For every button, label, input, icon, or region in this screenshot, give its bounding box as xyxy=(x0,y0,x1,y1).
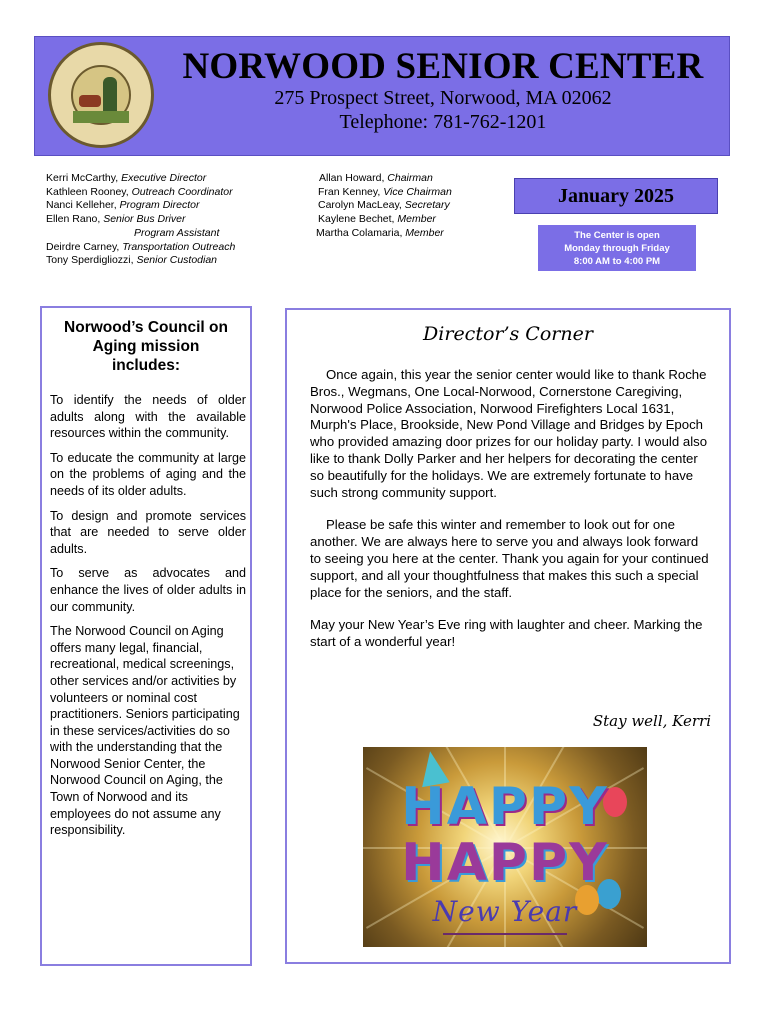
hours-line: Monday through Friday xyxy=(564,243,670,254)
mission-paragraph: To identify the needs of older adults along with the available resources within the community. xyxy=(50,393,246,441)
staff-row xyxy=(46,227,235,241)
staff-name: Nanci Kelleher, xyxy=(46,199,120,212)
board-row xyxy=(316,172,452,186)
directors-corner-title: Director’s Corner xyxy=(423,323,593,345)
happy-text: HAPPY xyxy=(401,777,609,837)
mission-text xyxy=(50,392,246,847)
flourish-divider xyxy=(443,933,567,935)
town-seal-icon xyxy=(48,42,154,148)
hours-line: 8:00 AM to 4:00 PM xyxy=(573,256,661,267)
center-address: 275 Prospect Street, Norwood, MA 02062 xyxy=(274,87,612,109)
masthead xyxy=(34,36,730,156)
hours-line: The Center is open xyxy=(574,230,660,241)
board-list xyxy=(316,172,452,241)
board-role: Member xyxy=(397,213,436,226)
staff-row xyxy=(46,199,235,213)
board-row xyxy=(316,186,452,200)
board-role: Vice Chairman xyxy=(383,185,452,198)
staff-role: Program Assistant xyxy=(134,226,220,239)
staff-role: Outreach Coordinator xyxy=(131,185,233,198)
center-name: NORWOOD SENIOR CENTER xyxy=(182,46,704,87)
hours-box xyxy=(538,225,696,271)
board-row xyxy=(316,213,452,227)
board-name: Carolyn MacLeay, xyxy=(318,199,405,212)
staff-row xyxy=(46,186,235,200)
seal-figure-icon xyxy=(103,77,117,113)
staff-row xyxy=(46,241,235,255)
staff-role: Transportation Outreach xyxy=(122,240,236,253)
issue-month: January 2025 xyxy=(514,178,718,214)
center-telephone: Telephone: 781-762-1201 xyxy=(339,111,547,133)
mission-box xyxy=(40,306,252,966)
staff-name: Kathleen Rooney, xyxy=(46,185,132,198)
seal-ground xyxy=(73,111,129,123)
staff-name: Tony Sperdigliozzi, xyxy=(46,254,137,267)
staff-name: Deirdre Carney, xyxy=(46,240,123,253)
staff-name: Kerri McCarthy, xyxy=(46,172,122,184)
mission-paragraph: To serve as advocates and enhance the lives of older adults in our community. xyxy=(50,566,246,614)
staff-role: Senior Custodian xyxy=(136,254,218,267)
staff-role: Executive Director xyxy=(121,172,207,184)
mission-paragraph: To design and promote services that are needed to serve older adults. xyxy=(50,508,246,556)
board-name: Fran Kenney, xyxy=(318,185,384,198)
directors-corner-text xyxy=(310,367,710,667)
mission-paragraph: The Norwood Council on Aging offers many legal, financial, recreational, medical screenings, other services and/or activities by volunteers or nominal cost practitioners. Seniors participating in these services/activities do so with the understanding that the Norwood Senior Center, the Norwood Council on Aging, the Town of Norwood and its employees do not assume any responsibility. xyxy=(50,624,240,838)
staff-row xyxy=(46,213,235,227)
seal-center xyxy=(71,65,131,125)
board-role: Member xyxy=(405,226,444,239)
director-signature: Stay well, Kerri xyxy=(592,712,711,730)
staff-list xyxy=(46,172,235,268)
new-year-text: New Year xyxy=(432,895,578,928)
board-name: Allan Howard, xyxy=(319,172,388,184)
mission-heading-text: Norwood’s Council on Aging mission includes: xyxy=(64,319,228,374)
board-name: Kaylene Bechet, xyxy=(318,213,398,226)
happy-new-year-image xyxy=(363,747,647,947)
seal-cow-icon xyxy=(79,95,101,107)
board-row xyxy=(316,199,452,213)
directors-paragraph: May your New Year’s Eve ring with laughter and cheer. Marking the start of a wonderful year! xyxy=(310,617,703,650)
mission-heading xyxy=(42,318,250,375)
board-role: Chairman xyxy=(387,172,433,184)
staff-row xyxy=(46,254,235,268)
mission-paragraph: To educate the community at large on the problems of aging and the needs of its older adults. xyxy=(50,450,246,498)
board-name: Martha Colamaria, xyxy=(316,226,406,239)
staff-role: Program Director xyxy=(119,199,200,212)
board-role: Secretary xyxy=(404,199,450,212)
directors-paragraph: Once again, this year the senior center would like to thank Roche Bros., Wegmans, One Local-Norwood, Cornerstone Caregiving, Norwood Police Association, Norwood Firefighters Local 1631, Murph's Place, Brookside, New Pond Village and Bridges by Epoch who provided amazing door prizes for our holiday party. I would also like to thank Dolly Parker and her helpers for decorating the center so beautifully for the holidays. We are extremely fortunate to have such strong community support. xyxy=(310,367,708,500)
happy-text: HAPPY xyxy=(401,833,609,893)
staff-row xyxy=(46,172,235,186)
board-row xyxy=(316,227,452,241)
directors-paragraph: Please be safe this winter and remember to look out for one another. We are always here to serve you and always look forward to seeing you here at the center. Thank you again for your continued support, and all your thoughtfulness that makes this such a special place for the seniors, and the staff. xyxy=(310,517,709,600)
staff-name: Ellen Rano, xyxy=(46,213,104,226)
staff-role: Senior Bus Driver xyxy=(103,213,186,226)
